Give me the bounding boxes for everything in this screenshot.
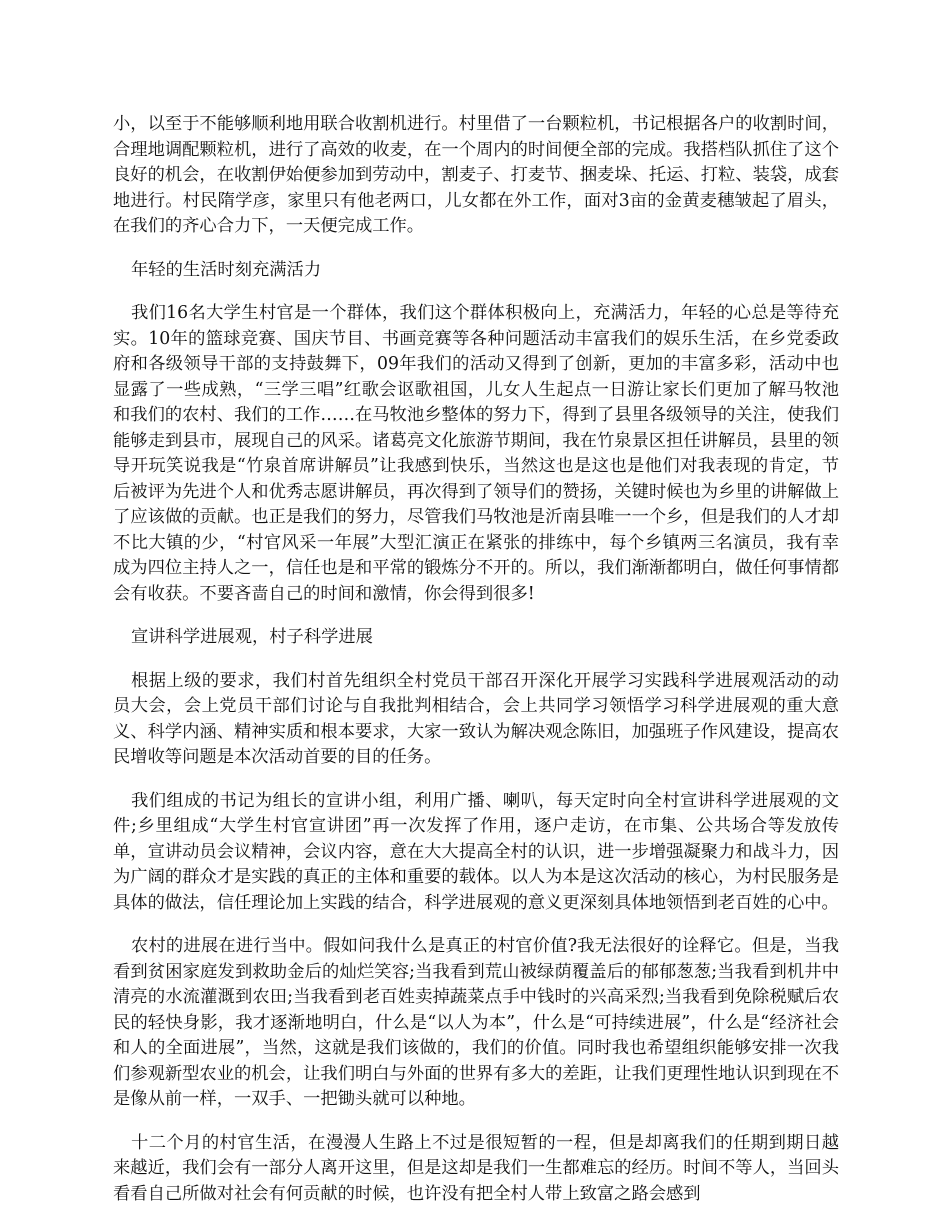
paragraph-youth-activities: 我们16名大学生村官是一个群体，我们这个群体积极向上，充满活力，年轻的心总是等待充实。10年的篮球竞赛、国庆节目、书画竞赛等各种问题活动丰富我们的娱乐生活，在乡党委政府和各级领导干部的支持鼓舞下，09年我们的活动又得到了创新，更加的丰富多彩，活动中也显露了一些成熟，“三学三唱”红歌会讴歌祖国，儿女人生起点一日游让家长们更加了解马牧池和我们的农村、我们的工作……在马牧池乡整体的努力下，得到了县里各级领导的关注，使我们能够走到县市，展现自己的风采。诸葛亮文化旅游节期间，我在竹泉景区担任讲解员，县里的领导开玩笑说我是“竹泉首席讲解员”让我感到快乐，当然这也是这也是他们对我表现的肯定，节后被评为先进个人和优秀志愿讲解员，再次得到了领导们的赞扬，关键时候也为乡里的讲解做上了应该做的贡献。也正是我们的努力，尽管我们马牧池是沂南县唯一一个乡，但是我们的人才却不比大镇的少，“村官风采一年展”大型汇演正在紧张的排练中，每个乡镇两三名演员，我有幸成为四位主持人之一，信任也是和平常的锻炼分不开的。所以，我们渐渐都明白，做任何事情都会有收获。不要吝啬自己的时间和激情，你会得到很多! <box>113 303 839 604</box>
paragraph-harvest: 小，以至于不能够顺利地用联合收割机进行。村里借了一台颗粒机，书记根据各户的收割时间，合理地调配颗粒机，进行了高效的收麦，在一个周内的时间便全部的完成。我搭档队抓住了这个良好的机会，在收割伊始便参加到劳动中，割麦子、打麦节、捆麦垛、托运、打粒、装袋，成套地进行。村民隋学彦，家里只有他老两口，儿女都在外工作，面对3亩的金黄麦穗皱起了眉头，在我们的齐心合力下，一天便完成工作。 <box>113 114 839 236</box>
paragraph-village-value: 农村的进展在进行当中。假如问我什么是真正的村官价值?我无法很好的诠释它。但是，当我看到贫困家庭发到救助金后的灿烂笑容;当我看到荒山被绿荫覆盖后的郁郁葱葱;当我看到机井中清亮的水流灌溉到农田;当我看到老百姓卖掉蔬菜点手中钱时的兴高采烈;当我看到免除税赋后农民的轻快身影，我才逐渐地明白，什么是“以人为本”，什么是“可持续进展”，什么是“经济社会和人的全面进展”，当然，这就是我们该做的，我们的价值。同时我也希望组织能够安排一次我们参观新型农业的机会，让我们明白与外面的世界有多大的差距，让我们更理性地认识到现在不是像从前一样，一双手、一把锄头就可以种地。 <box>113 936 839 1109</box>
section-heading-science: 宣讲科学进展观，村子科学进展 <box>131 627 373 647</box>
document-page <box>113 112 839 1225</box>
paragraph-lecture-group: 我们组成的书记为组长的宣讲小组，利用广播、喇叭，每天定时向全村宣讲科学进展观的文件;乡里组成“大学生村官宣讲团”再一次发挥了作用，逐户走访，在市集、公共场合等发放传单，宣讲动员会议精神，会议内容，意在大大提高全村的认识，进一步增强凝聚力和战斗力，因为广阔的群众才是实践的真正的主体和重要的载体。以人为本是这次活动的核心，为村民服务是具体的做法，信任理论加上实践的结合，科学进展观的意义更深刻具体地领悟到老百姓的心中。 <box>113 790 839 913</box>
paragraph-twelve-months: 十二个月的村官生活，在漫漫人生路上不过是很短暂的一程，但是却离我们的任期到期日越来越近，我们会有一部分人离开这里，但是这却是我们一生都难忘的经历。时间不等人，当回头看看自己所做对社会有何贡献的时候，也许没有把全村人带上致富之路会感到 <box>113 1132 839 1204</box>
paragraph-mobilization-meeting: 根据上级的要求，我们村首先组织全村党员干部召开深化开展学习实践科学进展观活动的动员大会，会上党员干部们讨论与自我批判相结合，会上共同学习领悟学习科学进展观的重大意义、科学内涵、精神实质和根本要求，大家一致认为解决观念陈旧，加强班子作风建设，提高农民增收等问题是本次活动首要的目的任务。 <box>113 670 839 767</box>
section-heading-youth: 年轻的生活时刻充满活力 <box>131 259 322 280</box>
